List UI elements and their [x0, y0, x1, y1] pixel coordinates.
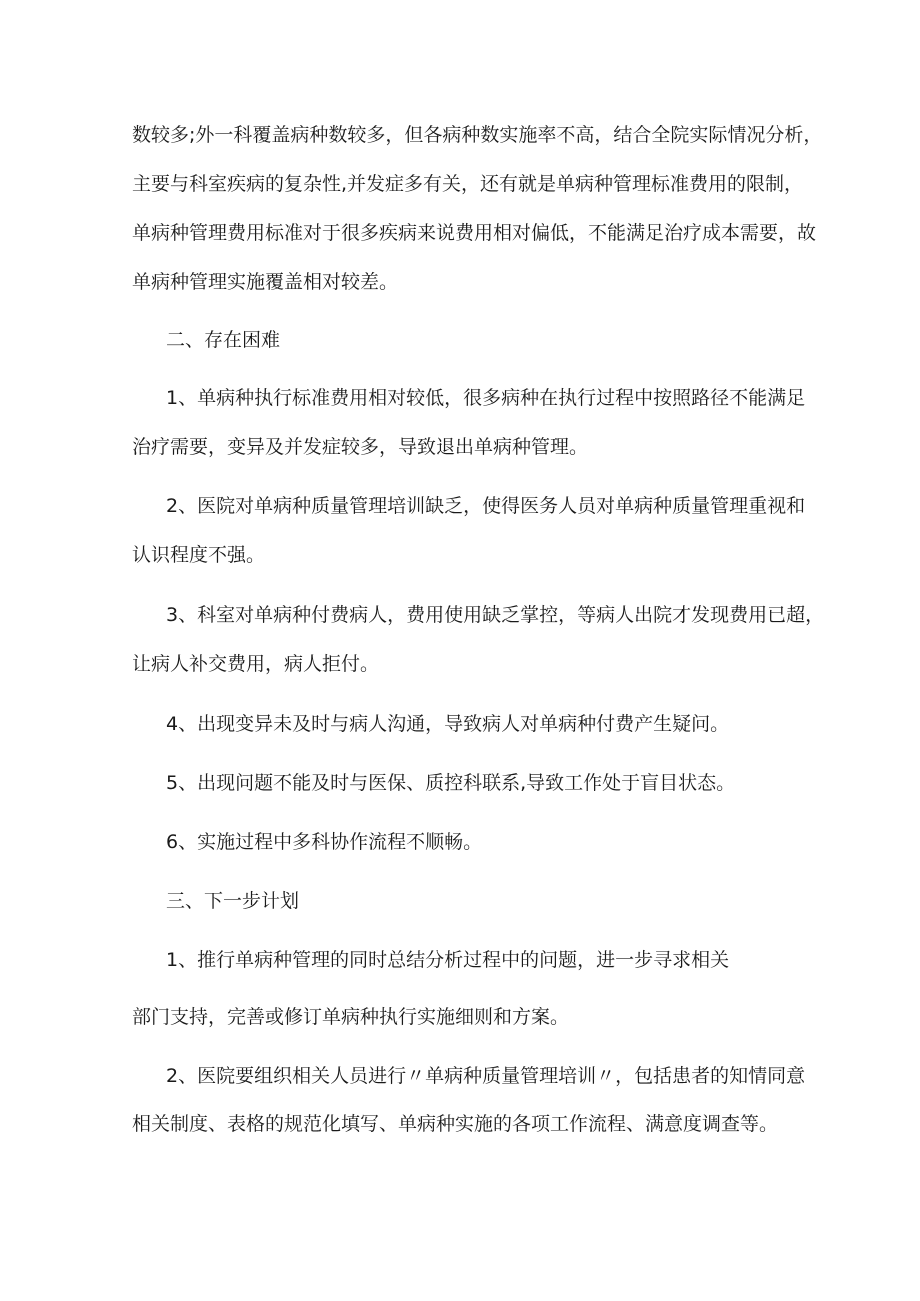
paragraph-line: 主要与科室疾病的复杂性,并发症多有关，还有就是单病种管理标准费用的限制， — [132, 173, 804, 195]
list-item-line: 治疗需要，变异及并发症较多，导致退出单病种管理。 — [132, 436, 589, 458]
section-heading-next-steps: 三、下一步计划 — [166, 890, 300, 912]
list-item-line: 6、实施过程中多科协作流程不顺畅。 — [166, 831, 483, 853]
list-item-line: 4、出现变异未及时与病人沟通，导致病人对单病种付费产生疑问。 — [166, 713, 730, 735]
section-heading-difficulties: 二、存在困难 — [166, 329, 281, 351]
list-item-line: 1、推行单病种管理的同时总结分析过程中的问题，进一步寻求相关 — [166, 949, 730, 971]
paragraph-line: 单病种管理费用标准对于很多疾病来说费用相对偏低，不能满足治疗成本需要，故 — [132, 222, 817, 244]
list-item-line: 认识程度不强。 — [132, 544, 266, 566]
list-item-line: 1、单病种执行标准费用相对较低，很多病种在执行过程中按照路径不能满足 — [166, 387, 806, 409]
list-item-line: 相关制度、表格的规范化填写、单病种实施的各项工作流程、满意度调查等。 — [132, 1113, 779, 1135]
list-item-line: 5、出现问题不能及时与医保、质控科联系,导致工作处于盲目状态。 — [166, 772, 736, 794]
list-item-line: 让病人补交费用，病人拒付。 — [132, 653, 380, 675]
paragraph-line: 数较多;外一科覆盖病种数较多，但各病种数实施率不高，结合全院实际情况分析， — [132, 124, 823, 146]
paragraph-line: 单病种管理实施覆盖相对较差。 — [132, 271, 399, 293]
list-item-line: 2、医院对单病种质量管理培训缺乏，使得医务人员对单病种质量管理重视和 — [166, 495, 806, 517]
list-item-line: 2、医院要组织相关人员进行〃单病种质量管理培训〃，包括患者的知情同意 — [166, 1065, 806, 1087]
list-item-line: 部门支持，完善或修订单病种执行实施细则和方案。 — [132, 1006, 570, 1028]
list-item-line: 3、科室对单病种付费病人，费用使用缺乏掌控，等病人出院才发现费用已超， — [166, 604, 825, 626]
